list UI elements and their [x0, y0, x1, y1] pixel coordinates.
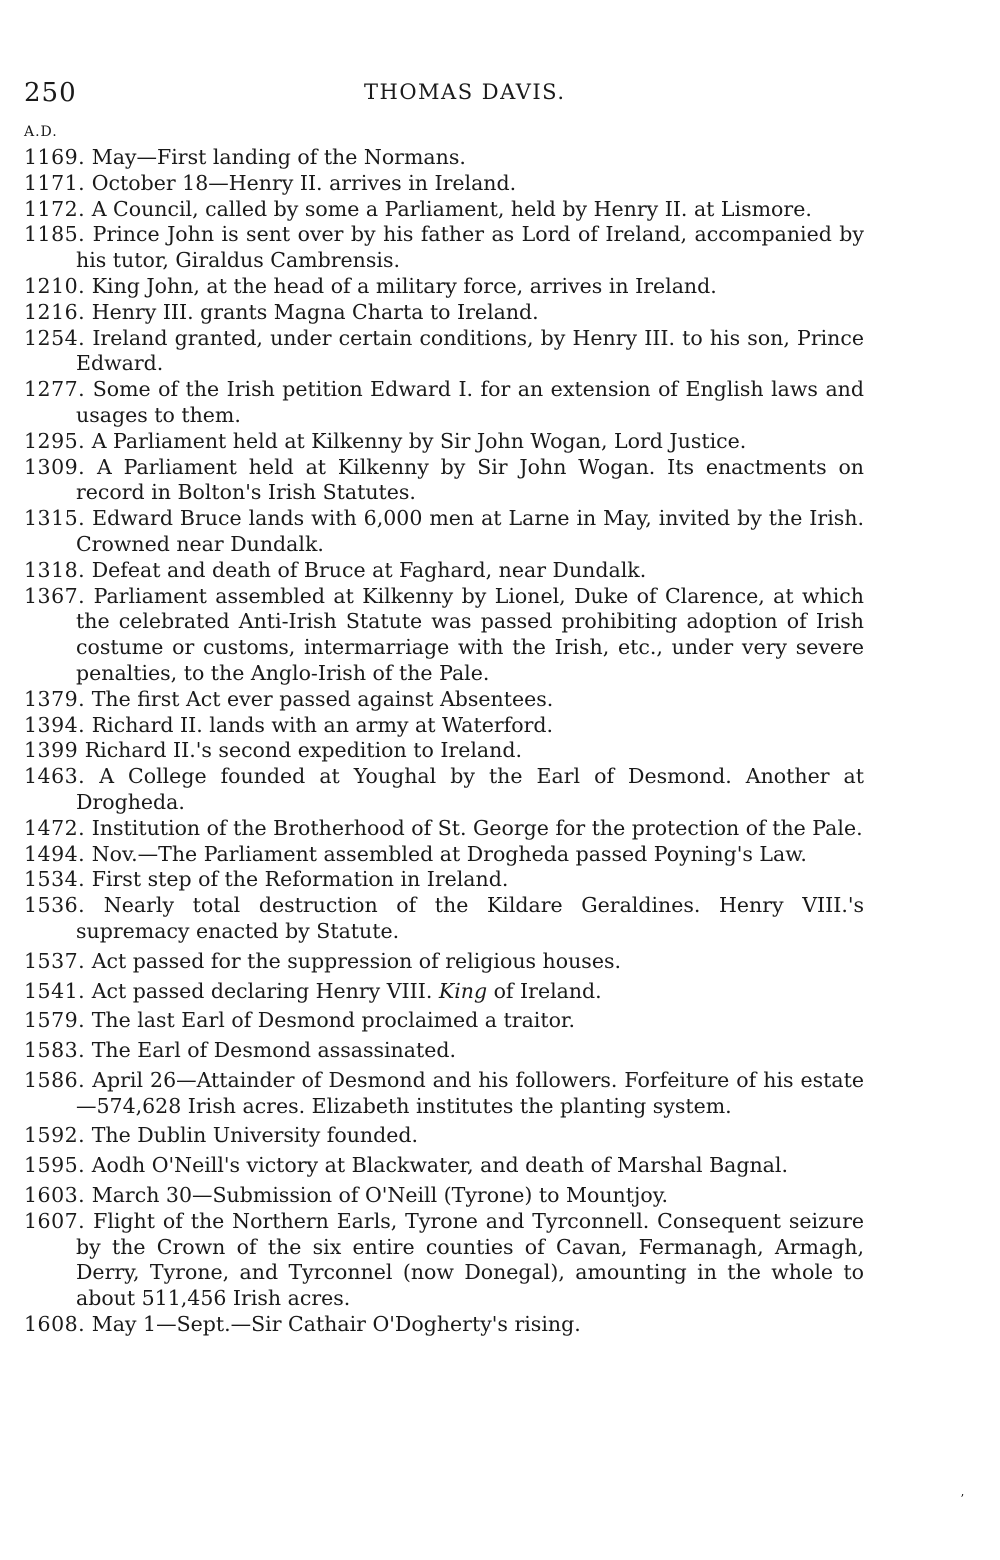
- entry-text: Aodh O'Neill's victory at Blackwater, and death of Marshal Bagnal.: [91, 1153, 788, 1178]
- entry-text-italic: King: [438, 978, 488, 1003]
- entry-text: Parliament assembled at Kilkenny by Lionel, Duke of Clarence, at which the celebrated Anti-Irish Statute was passed prohibiting adoption of Irish costume or customs, intermarriage with the Irish, etc., under very severe penalties, to the Anglo-Irish of the Pale.: [76, 583, 864, 685]
- entry-year: 1536.: [24, 893, 86, 918]
- entry-text: A Council, called by some a Parliament, held by Henry II. at Lismore.: [91, 196, 812, 221]
- entry-text: Act passed for the suppression of religious houses.: [91, 948, 621, 973]
- chronology-entry: [24, 326, 864, 378]
- era-label: A.D.: [24, 124, 58, 140]
- chronology-entry: [24, 455, 864, 507]
- chronology-entry: [24, 584, 864, 687]
- entry-year: 1494.: [24, 841, 86, 866]
- chronology-entry: [24, 1038, 864, 1064]
- entry-text: May—First landing of the Normans.: [91, 145, 466, 169]
- entry-year: 1472.: [24, 815, 86, 840]
- entry-text: May 1—Sept.—Sir Cathair O'Dogherty's rising.: [91, 1312, 581, 1337]
- entry-year: 1579.: [24, 1008, 86, 1033]
- entry-text: The Earl of Desmond assassinated.: [91, 1038, 456, 1063]
- chronology-entry: [24, 300, 864, 326]
- chronology-entry: [24, 197, 864, 223]
- entry-year: 1277.: [24, 377, 86, 402]
- chronology-entry: [24, 1153, 864, 1179]
- entry-text: Some of the Irish petition Edward I. for an extension of English laws and usages to them.: [76, 377, 864, 427]
- chronology-entry: [24, 764, 864, 816]
- entry-text: Richard II. lands with an army at Waterford.: [91, 712, 554, 737]
- entry-text: First step of the Reformation in Ireland.: [91, 867, 509, 892]
- chronology-entry: [24, 377, 864, 429]
- entry-year: 1315.: [24, 506, 86, 531]
- entry-text: A Parliament held at Kilkenny by Sir John Wogan. Its enactments on record in Bolton's Irish Statutes.: [76, 454, 864, 505]
- entry-text: Henry III. grants Magna Charta to Ireland.: [91, 299, 539, 324]
- entry-year: 1595.: [24, 1153, 86, 1178]
- entry-year: 1367.: [24, 583, 86, 608]
- entry-year: 1210.: [24, 273, 86, 298]
- chronology-entry: [24, 274, 864, 300]
- entry-text-before: Act passed declaring Henry VIII.: [91, 978, 439, 1003]
- chronology-entry: [24, 171, 864, 197]
- chronology-entry: [24, 145, 864, 171]
- entry-text: Flight of the Northern Earls, Tyrone and Tyrconnell. Consequent seizure by the Crown of the six entire counties of Cavan, Fermanagh, Armagh, Derry, Tyrone, and Tyrconnel (now Donegal), amounting in the whole to about 511,456 Irish acres.: [76, 1208, 864, 1311]
- entry-text: Nearly total destruction of the Kildare Geraldines. Henry VIII.'s supremacy enacted by Statute.: [76, 893, 864, 943]
- entry-year: 1534.: [24, 867, 86, 892]
- entry-text: October 18—Henry II. arrives in Ireland.: [91, 170, 517, 195]
- running-head: THOMAS DAVIS.: [364, 80, 566, 104]
- entry-text: Institution of the Brotherhood of St. George for the protection of the Pale.: [91, 815, 863, 840]
- entry-year: 1399: [24, 738, 79, 763]
- chronology-entry: [24, 1068, 864, 1120]
- chronology-entry: [24, 949, 864, 975]
- entry-text: King John, at the head of a military force, arrives in Ireland.: [91, 273, 717, 298]
- entry-text: A College founded at Youghal by the Earl of Desmond. Another at Drogheda.: [76, 764, 864, 814]
- entry-year: 1171.: [24, 170, 86, 195]
- entry-year: 1318.: [24, 557, 86, 582]
- page-header: [24, 78, 904, 112]
- entry-text: Ireland granted, under certain conditions, by Henry III. to his son, Prince Edward.: [76, 325, 864, 376]
- chronology-entry: [24, 842, 864, 868]
- entry-year: 1463.: [24, 764, 86, 789]
- chronology-entry: [24, 506, 864, 558]
- chronology-list: [24, 145, 864, 1338]
- entry-year: 1583.: [24, 1038, 86, 1063]
- entry-text: March 30—Submission of O'Neill (Tyrone) to Mountjoy.: [91, 1183, 669, 1208]
- entry-year: 1295.: [24, 428, 86, 453]
- entry-text: The first Act ever passed against Absentees.: [91, 686, 554, 711]
- entry-year: 1586.: [24, 1067, 86, 1092]
- chronology-entry: [24, 816, 864, 842]
- entry-year: 1541.: [24, 978, 86, 1003]
- entry-year: 1592.: [24, 1123, 86, 1148]
- entry-year: 1169.: [24, 145, 86, 169]
- entry-text-after: of Ireland.: [487, 978, 602, 1003]
- chronology-entry: [24, 1123, 864, 1149]
- entry-year: 1379.: [24, 686, 86, 711]
- chronology-entry: [24, 558, 864, 584]
- chronology-entry: [24, 687, 864, 713]
- chronology-entry: [24, 738, 864, 764]
- chronology-entry: [24, 1008, 864, 1034]
- entry-text: A Parliament held at Kilkenny by Sir John Wogan, Lord Justice.: [91, 428, 747, 453]
- scan-speck: ʼ: [960, 1492, 964, 1506]
- entry-text: Defeat and death of Bruce at Faghard, near Dundalk.: [91, 557, 647, 582]
- entry-year: 1309.: [24, 454, 86, 479]
- entry-year: 1172.: [24, 196, 86, 221]
- page-number: 250: [24, 78, 77, 108]
- entry-year: 1394.: [24, 712, 86, 737]
- chronology-entry: [24, 893, 864, 945]
- chronology-entry: [24, 1183, 864, 1209]
- entry-year: 1607.: [24, 1208, 86, 1233]
- chronology-entry: [24, 867, 864, 893]
- chronology-entry: [24, 713, 864, 739]
- entry-year: 1608.: [24, 1312, 86, 1337]
- entry-text: Edward Bruce lands with 6,000 men at Larne in May, invited by the Irish. Crowned near Dundalk.: [76, 506, 864, 556]
- entry-text: Richard II.'s second expedition to Ireland.: [84, 738, 522, 763]
- entry-year: 1254.: [24, 325, 86, 350]
- entry-text: April 26—Attainder of Desmond and his followers. Forfeiture of his estate—574,628 Irish acres. Elizabeth institutes the planting system.: [76, 1067, 864, 1118]
- entry-text: The last Earl of Desmond proclaimed a traitor.: [91, 1008, 576, 1033]
- entry-year: 1537.: [24, 948, 86, 973]
- entry-year: 1603.: [24, 1183, 86, 1208]
- chronology-entry: [24, 979, 864, 1005]
- entry-text: The Dublin University founded.: [91, 1123, 419, 1148]
- entry-year: 1185.: [24, 222, 86, 247]
- chronology-entry: [24, 222, 864, 274]
- entry-text: Prince John is sent over by his father as Lord of Ireland, accompanied by his tutor, Giraldus Cambrensis.: [76, 222, 864, 273]
- chronology-entry: [24, 1312, 864, 1338]
- entry-year: 1216.: [24, 299, 86, 324]
- chronology-entry: [24, 1209, 864, 1312]
- entry-text: Nov.—The Parliament assembled at Drogheda passed Poyning's Law.: [91, 841, 807, 866]
- chronology-entry: [24, 429, 864, 455]
